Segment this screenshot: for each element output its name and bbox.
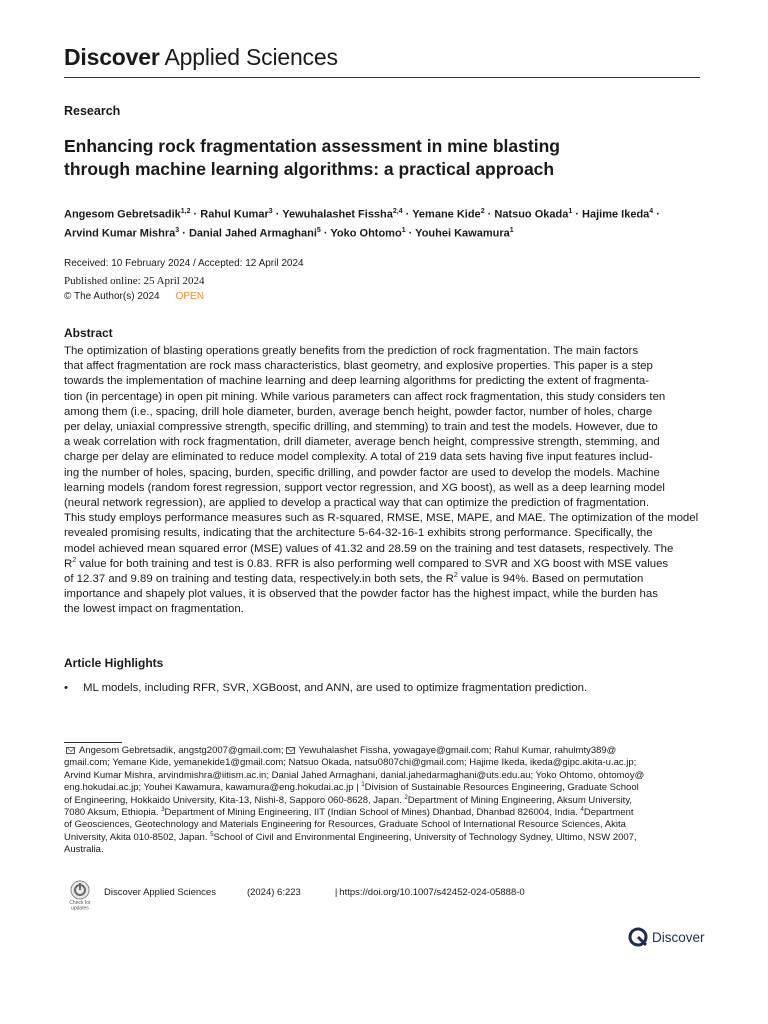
badge-text: updates bbox=[71, 905, 89, 911]
abstract-line: model achieved mean squared error (MSE) values of 41.32 and 28.59 on the training and test datasets, respectively. The bbox=[64, 542, 674, 555]
author-name[interactable]: Angesom Gebretsadik bbox=[64, 208, 181, 221]
footnote-text: Division of Sustainable Resources Engineering, Graduate School bbox=[364, 782, 639, 794]
footnote-text: Department bbox=[583, 807, 634, 819]
title-line: through machine learning algorithms: a practical approach bbox=[64, 159, 555, 179]
copyright-line bbox=[64, 289, 304, 306]
received-accepted: Received: 10 February 2024 / Accepted: 12 April 2024 bbox=[64, 258, 304, 269]
journal-brand: Discover bbox=[64, 44, 160, 70]
footnote-text: School of Civil and Environmental Engineering, University of Technology Sydney, Ultimo, NSW 2007, bbox=[213, 831, 637, 843]
footnote-line bbox=[64, 745, 704, 757]
abstract-line bbox=[64, 557, 702, 572]
footnote-text: 7080 Aksum, Ethiopia. bbox=[64, 807, 159, 819]
footnote-line bbox=[64, 795, 704, 807]
text-run: value is 94%. Based on permutation bbox=[457, 573, 644, 586]
abstract-line: the lowest impact on fragmentation. bbox=[64, 603, 244, 616]
author-name[interactable]: Rahul Kumar bbox=[200, 208, 269, 221]
abstract-line: among them (i.e., spacing, drill hole diameter, burden, average bench height, powder factor, number of holes, charge bbox=[64, 405, 653, 418]
section-label: Research bbox=[64, 104, 121, 118]
journal-title: Applied Sciences bbox=[164, 44, 338, 70]
author-name[interactable]: Yemane Kide bbox=[412, 208, 481, 221]
author-name[interactable]: Yoko Ohtomo bbox=[330, 227, 402, 240]
abstract-line: ing the number of holes, spacing, burden, specific drilling, and powder factor are used to develop the models. Machine bbox=[64, 466, 660, 479]
author-name[interactable]: Natsuo Okada bbox=[494, 208, 569, 221]
logo-text: Discover bbox=[652, 929, 705, 945]
article-dates bbox=[64, 256, 304, 306]
abstract-line: towards the implementation of machine learning and deep learning algorithms for predicting the extent of fragmenta- bbox=[64, 375, 650, 388]
affiliation-sup: 3 bbox=[161, 806, 165, 813]
title-line: Enhancing rock fragmentation assessment in mine blasting bbox=[64, 136, 560, 156]
abstract-line: a weak correlation with rock fragmentation, drill diameter, average bench height, compressive strength, stemming, and bbox=[64, 436, 660, 449]
footnote-text: University, Akita 010-8502, Japan. bbox=[64, 831, 208, 843]
affiliation-sup: 3 bbox=[268, 208, 273, 215]
highlight-item bbox=[64, 682, 684, 694]
text-run: value for both training and test is 0.83. RFR is also performing well compared to SVR and XG boost with MSE values bbox=[76, 557, 669, 570]
affiliation-sup: 1,2 bbox=[180, 208, 191, 215]
journal-name bbox=[64, 44, 338, 71]
affiliation-sup: 5 bbox=[316, 227, 321, 235]
footnote-line: Arvind Kumar Mishra, arvindmishra@iitism.ac.in; Danial Jahed Armaghani, danial.jahedarmaghani@uts.edu.au; Yoko Ohtomo, ohtomoy@ bbox=[64, 769, 645, 781]
author-name[interactable]: Youhei Kawamura bbox=[415, 227, 510, 240]
footnote-rule bbox=[64, 742, 122, 743]
doi-link[interactable]: https://doi.org/10.1007/s42452-024-05888-0 bbox=[339, 887, 525, 898]
footnote-line bbox=[64, 807, 704, 819]
discover-logo bbox=[628, 927, 705, 947]
affiliation-sup: 1 bbox=[568, 208, 573, 215]
footnote-line: Australia. bbox=[64, 844, 104, 856]
author-line: Arvind Kumar Mishra$^3$ · Danial Jahed Armaghani$^5$ · Yoko Ohtomo$^1$ · Youhei Kawamura$^1$ bbox=[64, 227, 514, 240]
published-date: Published online: 25 April 2024 bbox=[64, 274, 205, 287]
footnotes bbox=[64, 745, 704, 857]
open-access-badge: OPEN bbox=[175, 291, 204, 302]
correspondence-email[interactable]: Angesom Gebretsadik, angstg2007@gmail.com; bbox=[79, 745, 284, 756]
affiliation-sup: 1 bbox=[361, 782, 365, 789]
abstract-line: The optimization of blasting operations greatly benefits from the prediction of rock fragmentation. The main factors bbox=[64, 345, 639, 357]
affiliation-sup: 1 bbox=[401, 227, 406, 235]
affiliation-sup: 4 bbox=[649, 208, 654, 215]
abstract-line bbox=[64, 572, 702, 587]
footnote-line bbox=[64, 782, 704, 794]
footnote-line bbox=[64, 832, 704, 844]
author-line: Angesom Gebretsadik$^{1,2}$ · Rahul Kumar$^3$ · Yewuhalashet Fissha$^{2,4}$ · Yemane Kide$^2$ · Natsuo Okada$^1$ · Hajime Ikeda$^4$ · bbox=[64, 208, 660, 221]
article-title bbox=[64, 135, 700, 181]
footer-separator: | bbox=[334, 887, 338, 898]
author-list bbox=[64, 204, 714, 242]
affiliation-sup: 2 bbox=[404, 794, 408, 801]
check-for-updates-badge[interactable] bbox=[64, 879, 96, 911]
page-footer bbox=[104, 887, 525, 898]
abstract-line: (neural network regression), are applied to develop a practical way that can optimize the prediction of fragmentation. bbox=[64, 497, 650, 510]
author-name[interactable]: Yewuhalashet Fissha bbox=[282, 208, 393, 221]
affiliation-sup: 5 bbox=[210, 831, 214, 838]
footer-journal: Discover Applied Sciences bbox=[104, 887, 216, 898]
superscript: 2 bbox=[453, 572, 458, 580]
badge-text: Check for bbox=[69, 900, 91, 906]
abstract-line: charge per delay are eliminated to reduce model complexity. A total of 219 data sets having five input features includ- bbox=[64, 451, 653, 464]
author-name[interactable]: Danial Jahed Armaghani bbox=[188, 227, 317, 240]
highlights-heading: Article Highlights bbox=[64, 656, 164, 670]
text-run: R bbox=[64, 557, 73, 570]
superscript: 2 bbox=[72, 557, 77, 565]
header-rule bbox=[64, 77, 700, 78]
footnote-text: eng.hokudai.ac.jp; Youhei Kawamura, kawamura@eng.hokudai.ac.jp | bbox=[64, 782, 359, 794]
affiliation-sup: 3 bbox=[175, 227, 180, 235]
author-name[interactable]: Arvind Kumar Mishra bbox=[64, 227, 176, 240]
affiliation-sup: 2,4 bbox=[392, 208, 403, 215]
envelope-icon bbox=[66, 747, 75, 754]
abstract-line: per delay, uniaxial compressive strength, specific drilling, and stemming) to train and test the models. However, due to bbox=[64, 421, 658, 434]
envelope-icon bbox=[286, 747, 295, 754]
abstract-line: This study employs performance measures such as R-squared, RMSE, MSE, MAPE, and MAE. The optimization of the model bbox=[64, 512, 699, 525]
footnote-line: gmail.com; Yemane Kide, yemanekide1@gmail.com; Natsuo Okada, natsu0807chi@gmail.com; Hajime Ikeda, ikeda@gipc.akita-u.ac.jp; bbox=[64, 757, 637, 769]
affiliation-sup: 4 bbox=[580, 806, 584, 813]
footnote-text: of Engineering, Hokkaido University, Kita-13, Nishi-8, Sapporo 060-8628, Japan. bbox=[64, 794, 402, 806]
affiliation-sup: 1 bbox=[509, 227, 514, 235]
abstract-line: importance and shapely plot values, it is observed that the powder factor has the highest impact, while the burden has bbox=[64, 588, 658, 601]
author-name[interactable]: Hajime Ikeda bbox=[582, 208, 650, 221]
abstract-body bbox=[64, 344, 702, 618]
affiliation-sup: 2 bbox=[480, 208, 485, 215]
highlight-text: ML models, including RFR, SVR, XGBoost, and ANN, are used to optimize fragmentation prediction. bbox=[83, 682, 588, 694]
text-run: of 12.37 and 9.89 on training and testing data, respectively.in both sets, the R bbox=[64, 573, 454, 586]
discover-logo-icon bbox=[628, 927, 648, 947]
footnote-text: Department of Mining Engineering, Aksum University, bbox=[407, 794, 633, 806]
footnote-text: Department of Mining Engineering, IIT (Indian School of Mines) Dhanbad, Dhanbad 826004, India. bbox=[164, 807, 578, 819]
abstract-line: tion (in percentage) in open pit mining. While various parameters can affect rock fragmentation, this study considers ten bbox=[64, 390, 666, 403]
footer-volume: (2024) 6:223 bbox=[246, 887, 301, 898]
abstract-line: revealed promising results, indicating that the architecture 5-64-32-16-1 exhibits strong performance. Specifically, the bbox=[64, 527, 653, 540]
abstract-heading: Abstract bbox=[64, 326, 113, 340]
copyright: © The Author(s) 2024 bbox=[64, 291, 160, 302]
footnote-line: of Geosciences, Geotechnology and Materials Engineering for Resources, Graduate School of International Resource Sciences, Akita bbox=[64, 819, 626, 831]
abstract-line: learning models (random forest regression, support vector regression, and XG boost), as well as a deep learning model bbox=[64, 481, 665, 494]
bullet-icon: • bbox=[64, 682, 68, 694]
abstract-line: that affect fragmentation are rock mass characteristics, blast geometry, and explosive properties. This paper is a step bbox=[64, 360, 653, 373]
footnote-text: Yewuhalashet Fissha, yowagaye@gmail.com; Rahul Kumar, rahulmty389@ bbox=[298, 745, 617, 756]
